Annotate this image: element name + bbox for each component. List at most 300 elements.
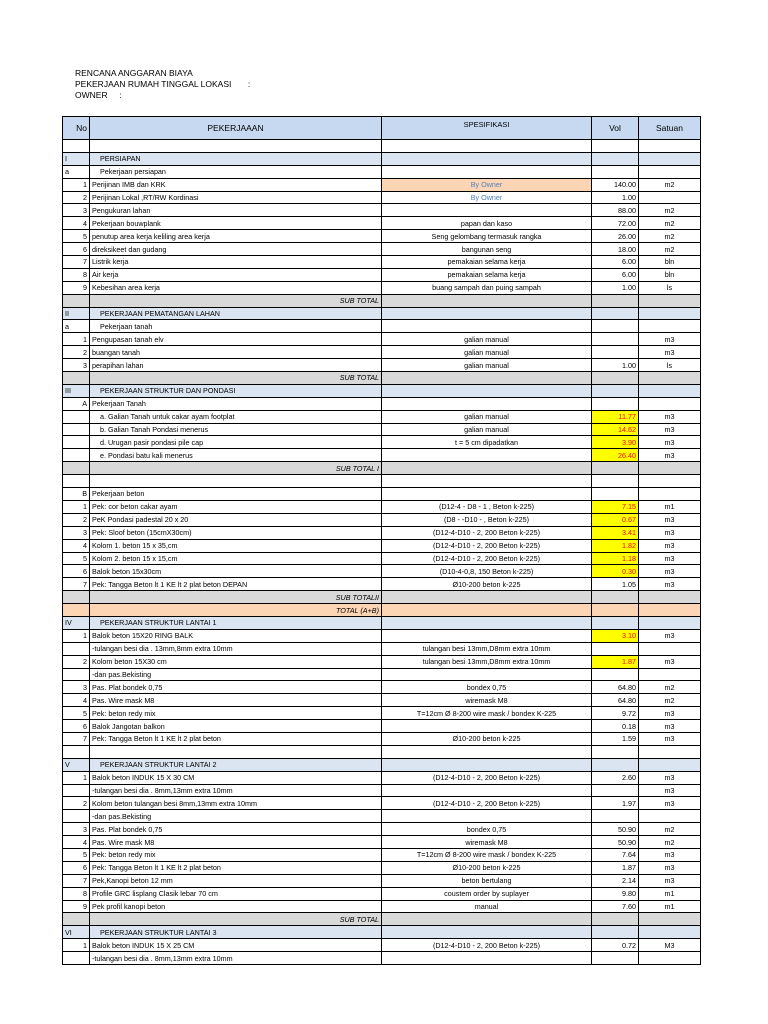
cell-spesifikasi: beton bertulang (382, 874, 592, 887)
col-header-no: No (63, 117, 90, 140)
cell-pekerjaan: Balok beton 15X20 RING BALK (90, 629, 382, 642)
table-row (63, 810, 701, 823)
cell-vol: 6.00 (592, 256, 639, 269)
cell-pekerjaan: Air kerja (90, 268, 382, 281)
cell-pekerjaan: Pekerjaan beton (90, 488, 382, 501)
cell-vol: 1.00 (592, 281, 639, 294)
cell-spesifikasi (382, 720, 592, 733)
cell-pekerjaan: Pek profil kanopi beton (90, 900, 382, 913)
cell-no: 4 (63, 694, 90, 707)
cell-spesifikasi: Ø10-200 beton k-225 (382, 732, 592, 745)
cell-spesifikasi: buang sampah dan puing sampah (382, 281, 592, 294)
cell-spesifikasi (382, 204, 592, 217)
cell-spesifikasi (382, 926, 592, 939)
cell-no (63, 140, 90, 153)
total-row (63, 604, 701, 617)
cell-no: 4 (63, 539, 90, 552)
cell-vol (592, 346, 639, 359)
table-row (63, 243, 701, 256)
cell-satuan (639, 604, 701, 617)
table-row (63, 939, 701, 952)
cell-vol: 50.90 (592, 823, 639, 836)
subtotal-label (382, 294, 592, 307)
cell-satuan (639, 642, 701, 655)
cell-pekerjaan: -dan pas.Bekisting (90, 668, 382, 681)
cell-no: 4 (63, 217, 90, 230)
project-location-line: PEKERJAAN RUMAH TINGGAL LOKASI : (75, 79, 251, 89)
cell-spesifikasi (382, 616, 592, 629)
cell-spesifikasi (382, 745, 592, 758)
cell-spesifikasi: (D12-4-D10 - 2, 200 Beton k-225) (382, 797, 592, 810)
cell-vol: 26.00 (592, 230, 639, 243)
document-header (75, 68, 250, 101)
cell-spesifikasi: By Owner (382, 178, 592, 191)
cell-pekerjaan: Pas. Wire mask M8 (90, 836, 382, 849)
cell-vol (592, 320, 639, 333)
cell-vol: 14.62 (592, 423, 639, 436)
col-header-satuan: Satuan (639, 117, 701, 140)
cell-no: 2 (63, 346, 90, 359)
cell-pekerjaan: SUB TOTAL (90, 913, 382, 926)
cell-satuan: bln (639, 268, 701, 281)
cell-no: 1 (63, 178, 90, 191)
cell-no: 2 (63, 513, 90, 526)
cell-pekerjaan: PEKERJAAN STRUKTUR LANTAI 3 (90, 926, 382, 939)
cell-satuan (639, 758, 701, 771)
cell-spesifikasi (382, 384, 592, 397)
cell-no (63, 423, 90, 436)
cell-no: 3 (63, 359, 90, 372)
cell-no: 1 (63, 333, 90, 346)
table-row (63, 526, 701, 539)
cell-satuan (639, 810, 701, 823)
cell-vol: 0.18 (592, 720, 639, 733)
cell-pekerjaan: SUB TOTAL I (90, 462, 382, 475)
cell-satuan: m3 (639, 771, 701, 784)
cell-satuan (639, 591, 701, 604)
cell-pekerjaan: Pek: beton redy mix (90, 707, 382, 720)
cell-spesifikasi: coustem order by suplayer (382, 887, 592, 900)
cell-vol (592, 616, 639, 629)
cell-no (63, 642, 90, 655)
cell-pekerjaan: PEKERJAAN STRUKTUR LANTAI 2 (90, 758, 382, 771)
cell-vol: 1.05 (592, 578, 639, 591)
section-row (63, 152, 701, 165)
cell-no: 1 (63, 500, 90, 513)
cell-pekerjaan: Balok Jangotan balkon (90, 720, 382, 733)
table-row (63, 823, 701, 836)
cell-pekerjaan: a. Galian Tanah untuk cakar ayam footplat (90, 410, 382, 423)
table-row (63, 217, 701, 230)
cell-pekerjaan: Profile GRC lisplang Clasik lebar 70 cm (90, 887, 382, 900)
section-row (63, 926, 701, 939)
table-row (63, 642, 701, 655)
cell-pekerjaan: d. Urugan pasir pondasi pile cap (90, 436, 382, 449)
cell-no: I (63, 152, 90, 165)
subtotal-row (63, 372, 701, 385)
cell-no: 7 (63, 732, 90, 745)
cell-no: 7 (63, 874, 90, 887)
table-header-row (63, 117, 701, 140)
cell-pekerjaan: Pek: Tangga Beton lt 1 KE lt 2 plat beton (90, 861, 382, 874)
cell-pekerjaan: SUB TOTAL (90, 372, 382, 385)
cell-vol: 64.80 (592, 694, 639, 707)
cell-spesifikasi: manual (382, 900, 592, 913)
cell-spesifikasi: (D12-4-D10 - 2, 200 Beton k-225) (382, 539, 592, 552)
table-row (63, 539, 701, 552)
cell-spesifikasi (382, 810, 592, 823)
cell-spesifikasi (382, 307, 592, 320)
cell-satuan: m3 (639, 410, 701, 423)
cell-no: VI (63, 926, 90, 939)
cell-satuan: m2 (639, 823, 701, 836)
cell-satuan: m3 (639, 797, 701, 810)
cell-spesifikasi (382, 668, 592, 681)
cell-no: 5 (63, 552, 90, 565)
cell-vol (592, 642, 639, 655)
cell-vol (592, 926, 639, 939)
cell-pekerjaan: Pengupasan tanah elv (90, 333, 382, 346)
cell-no: 8 (63, 268, 90, 281)
cell-vol (592, 397, 639, 410)
cell-vol (592, 152, 639, 165)
cell-spesifikasi: Ø10-200 beton k-225 (382, 578, 592, 591)
cell-spesifikasi (382, 784, 592, 797)
cell-vol (592, 913, 639, 926)
cell-no: 4 (63, 836, 90, 849)
cell-satuan: m3 (639, 423, 701, 436)
cell-satuan (639, 140, 701, 153)
cell-pekerjaan: Pas. Wire mask M8 (90, 694, 382, 707)
table-row (63, 436, 701, 449)
cell-satuan: m3 (639, 333, 701, 346)
cell-spesifikasi: pemakaian selama kerja (382, 268, 592, 281)
cell-no: 3 (63, 526, 90, 539)
cell-satuan (639, 952, 701, 965)
table-row (63, 681, 701, 694)
cell-no: 2 (63, 655, 90, 668)
cell-pekerjaan: Kebesihan area kerja (90, 281, 382, 294)
cell-satuan (639, 913, 701, 926)
cell-no (63, 668, 90, 681)
cell-spesifikasi (382, 488, 592, 501)
cell-pekerjaan: perapihan lahan (90, 359, 382, 372)
table-row (63, 694, 701, 707)
table-row (63, 952, 701, 965)
cell-vol: 1.82 (592, 539, 639, 552)
cell-vol: 2.14 (592, 874, 639, 887)
table-row (63, 565, 701, 578)
cell-pekerjaan: Pekerjaan persiapan (90, 165, 382, 178)
owner-line: OWNER : (75, 90, 122, 100)
cell-no (63, 810, 90, 823)
cell-vol: 72.00 (592, 217, 639, 230)
subtotal-row (63, 591, 701, 604)
cell-satuan (639, 488, 701, 501)
cell-spesifikasi (382, 165, 592, 178)
cell-vol (592, 591, 639, 604)
cell-vol (592, 333, 639, 346)
cell-spesifikasi: tulangan besi 13mm,D8mm extra 10mm (382, 642, 592, 655)
cell-satuan: m3 (639, 346, 701, 359)
cell-vol (592, 140, 639, 153)
cell-no: 2 (63, 797, 90, 810)
table-row (63, 140, 701, 153)
cell-vol: 6.00 (592, 268, 639, 281)
table-row (63, 178, 701, 191)
cell-vol (592, 668, 639, 681)
cell-pekerjaan: Pek: Sloof beton (15cmX30cm) (90, 526, 382, 539)
cell-spesifikasi: (D12-4-D10 - 2, 200 Beton k-225) (382, 771, 592, 784)
cell-vol (592, 488, 639, 501)
cell-vol: 9.72 (592, 707, 639, 720)
section-row (63, 384, 701, 397)
cell-pekerjaan: SUB TOTAL (90, 294, 382, 307)
cell-satuan (639, 294, 701, 307)
subtotal-label (382, 591, 592, 604)
table-row (63, 720, 701, 733)
subtotal-label (382, 913, 592, 926)
cell-pekerjaan: penutup area kerja keliling area kerja (90, 230, 382, 243)
cell-satuan (639, 926, 701, 939)
cell-vol: 1.59 (592, 732, 639, 745)
table-row (63, 191, 701, 204)
cell-pekerjaan (90, 475, 382, 488)
cell-pekerjaan: TOTAL (A+B) (90, 604, 382, 617)
cell-pekerjaan: PERSIAPAN (90, 152, 382, 165)
cell-satuan: m3 (639, 720, 701, 733)
subtotal-row (63, 913, 701, 926)
cell-pekerjaan: e. Pondasi batu kali menerus (90, 449, 382, 462)
cell-satuan: m3 (639, 449, 701, 462)
cell-no: 1 (63, 939, 90, 952)
cell-no: a (63, 165, 90, 178)
cell-vol: 140.00 (592, 178, 639, 191)
cell-satuan: m1 (639, 900, 701, 913)
cell-no: 6 (63, 565, 90, 578)
cell-no (63, 784, 90, 797)
cell-spesifikasi (382, 758, 592, 771)
cell-pekerjaan: -tulangan besi dia . 8mm,13mm extra 10mm (90, 784, 382, 797)
cell-pekerjaan: b. Galian Tanah Pondasi menerus (90, 423, 382, 436)
cell-satuan (639, 475, 701, 488)
section-row (63, 616, 701, 629)
cell-vol: 9.80 (592, 887, 639, 900)
cell-pekerjaan: Pekerjaan Tanah (90, 397, 382, 410)
cell-no: 3 (63, 681, 90, 694)
cell-no (63, 449, 90, 462)
subtotal-row (63, 294, 701, 307)
cell-satuan: bln (639, 256, 701, 269)
table-row (63, 449, 701, 462)
cell-pekerjaan: Kolom beton tulangan besi 8mm,13mm extra 10mm (90, 797, 382, 810)
cell-no (63, 475, 90, 488)
cell-no: 9 (63, 281, 90, 294)
col-header-pekerjaan: PEKERJAAAN (90, 117, 382, 140)
cell-vol: 7.15 (592, 500, 639, 513)
cell-no: 7 (63, 578, 90, 591)
cell-satuan (639, 320, 701, 333)
cell-vol: 1.87 (592, 861, 639, 874)
cell-spesifikasi: t = 5 cm dipadatkan (382, 436, 592, 449)
cell-pekerjaan: PEKERJAAN PEMATANGAN LAHAN (90, 307, 382, 320)
cell-vol: 0.30 (592, 565, 639, 578)
cell-vol: 64.80 (592, 681, 639, 694)
cell-pekerjaan: direksikeet dan gudang (90, 243, 382, 256)
cell-satuan: m3 (639, 629, 701, 642)
cell-satuan: m3 (639, 539, 701, 552)
cell-satuan: m2 (639, 204, 701, 217)
cell-vol: 3.10 (592, 629, 639, 642)
cell-satuan: m1 (639, 500, 701, 513)
cell-vol: 7.60 (592, 900, 639, 913)
table-row (63, 513, 701, 526)
cell-satuan: m2 (639, 230, 701, 243)
cell-no (63, 952, 90, 965)
cell-no: III (63, 384, 90, 397)
cell-no (63, 913, 90, 926)
cell-no (63, 591, 90, 604)
cell-spesifikasi: By Owner (382, 191, 592, 204)
table-row (63, 629, 701, 642)
cell-vol: 11.77 (592, 410, 639, 423)
section-row (63, 307, 701, 320)
cell-pekerjaan: Pekerjaan tanah (90, 320, 382, 333)
cell-no (63, 410, 90, 423)
cell-spesifikasi: Ø10-200 beton k-225 (382, 861, 592, 874)
total-label (382, 604, 592, 617)
cell-satuan: m3 (639, 861, 701, 874)
cell-pekerjaan: Kolom 1. beton 15 x 35,cm (90, 539, 382, 552)
table-row (63, 887, 701, 900)
cell-satuan (639, 616, 701, 629)
cell-no: a (63, 320, 90, 333)
cell-satuan (639, 372, 701, 385)
cell-spesifikasi: galian manual (382, 346, 592, 359)
cell-pekerjaan: Pek: Tangga Beton lt 1 KE lt 2 plat beton DEPAN (90, 578, 382, 591)
cell-spesifikasi (382, 397, 592, 410)
cell-pekerjaan: Balok beton INDUK 15 X 30 CM (90, 771, 382, 784)
cell-pekerjaan: PEKERJAAN STRUKTUR LANTAI 1 (90, 616, 382, 629)
table-row (63, 745, 701, 758)
table-row (63, 410, 701, 423)
cell-vol (592, 475, 639, 488)
table-row (63, 268, 701, 281)
cell-pekerjaan: PeK Pondasi padestal 20 x 20 (90, 513, 382, 526)
cell-no (63, 372, 90, 385)
cell-pekerjaan: Kolom beton 15X30 cm (90, 655, 382, 668)
cell-pekerjaan: Pas. Plat bondek 0,75 (90, 823, 382, 836)
cell-no (63, 436, 90, 449)
cell-vol (592, 758, 639, 771)
cell-satuan: m3 (639, 732, 701, 745)
cell-pekerjaan: Balok beton 15x30cm (90, 565, 382, 578)
cell-spesifikasi: T=12cm Ø 8-200 wire mask / bondex K-225 (382, 848, 592, 861)
cell-spesifikasi: (D12-4 - D8 - 1 , Beton k-225) (382, 500, 592, 513)
document-title: RENCANA ANGGARAN BIAYA (75, 68, 193, 78)
table-row (63, 655, 701, 668)
cell-satuan (639, 668, 701, 681)
cell-satuan: m3 (639, 707, 701, 720)
cell-vol (592, 165, 639, 178)
cell-no (63, 294, 90, 307)
cell-pekerjaan: Perijinan IMB dan KRK (90, 178, 382, 191)
cell-vol: 0.72 (592, 939, 639, 952)
cell-satuan: m3 (639, 526, 701, 539)
cell-spesifikasi: wiremask M8 (382, 694, 592, 707)
cell-vol: 1.00 (592, 359, 639, 372)
cell-satuan: m2 (639, 217, 701, 230)
cell-spesifikasi (382, 320, 592, 333)
cell-pekerjaan: -dan pas.Bekisting (90, 810, 382, 823)
cell-no (63, 462, 90, 475)
table-row (63, 359, 701, 372)
cell-pekerjaan: PEKERJAAN STRUKTUR DAN PONDASI (90, 384, 382, 397)
cell-no: B (63, 488, 90, 501)
cell-satuan: m3 (639, 874, 701, 887)
cell-spesifikasi: galian manual (382, 333, 592, 346)
cell-no: 5 (63, 230, 90, 243)
cell-pekerjaan: Pek: cor beton cakar ayam (90, 500, 382, 513)
cell-no: 3 (63, 204, 90, 217)
cell-satuan: m3 (639, 552, 701, 565)
cell-no: A (63, 397, 90, 410)
cell-spesifikasi: galian manual (382, 359, 592, 372)
table-row (63, 848, 701, 861)
cell-no (63, 745, 90, 758)
cell-vol (592, 384, 639, 397)
table-row (63, 861, 701, 874)
table-row (63, 874, 701, 887)
subtotal-label (382, 462, 592, 475)
table-row (63, 668, 701, 681)
cell-spesifikasi: (D12-4-D10 - 2, 200 Beton k-225) (382, 939, 592, 952)
cell-vol: 1.87 (592, 655, 639, 668)
cell-pekerjaan: Balok beton INDUK 15 X 25 CM (90, 939, 382, 952)
cell-no: 6 (63, 861, 90, 874)
table-row (63, 346, 701, 359)
cell-no: 8 (63, 887, 90, 900)
table-row (63, 423, 701, 436)
cell-pekerjaan: Listrik kerja (90, 256, 382, 269)
cell-satuan: m2 (639, 178, 701, 191)
cell-pekerjaan: -tulangan besi dia . 13mm,8mm extra 10mm (90, 642, 382, 655)
cell-satuan: m3 (639, 565, 701, 578)
table-row (63, 397, 701, 410)
cell-pekerjaan: Pekerjaan bouwplank (90, 217, 382, 230)
cell-vol: 1.18 (592, 552, 639, 565)
cell-satuan: m3 (639, 578, 701, 591)
cell-satuan (639, 307, 701, 320)
table-row (63, 488, 701, 501)
cell-no: 1 (63, 771, 90, 784)
cell-no: 1 (63, 629, 90, 642)
subtotal-label (382, 372, 592, 385)
cell-vol: 0.67 (592, 513, 639, 526)
cell-no: 9 (63, 900, 90, 913)
cell-satuan: m3 (639, 848, 701, 861)
cell-vol: 88.00 (592, 204, 639, 217)
cell-vol (592, 745, 639, 758)
cell-pekerjaan: Pas. Plat bondek 0,75 (90, 681, 382, 694)
cell-spesifikasi: tulangan besi 13mm,D8mm extra 10mm (382, 655, 592, 668)
cell-pekerjaan: Kolom 2. beton 15 x 15,cm (90, 552, 382, 565)
table-row (63, 500, 701, 513)
cell-no: 6 (63, 243, 90, 256)
cell-vol: 1.97 (592, 797, 639, 810)
table-row (63, 707, 701, 720)
cell-vol: 18.00 (592, 243, 639, 256)
